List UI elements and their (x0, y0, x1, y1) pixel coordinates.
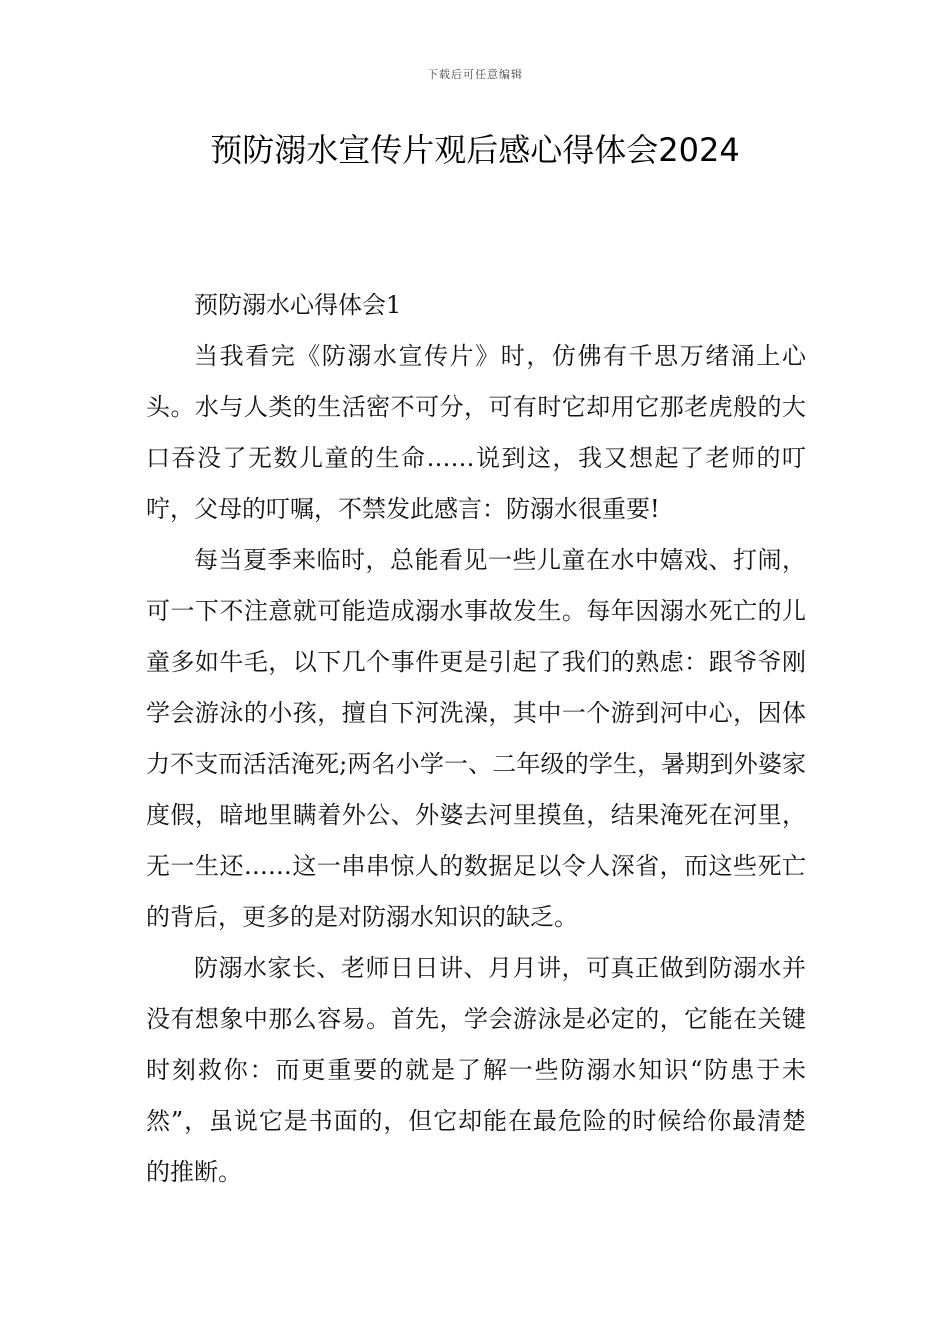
paragraph-1: 当我看完《防溺水宣传片》时，仿佛有千思万绪涌上心头。水与人类的生活密不可分，可有时它却用它那老虎般的大口吞没了无数儿童的生命……说到这，我又想起了老师的叮咛，父母的叮嘱，不禁发此感言：防溺水很重要! (146, 342, 806, 523)
document-title: 预防溺水宣传片观后感心得体会2024 (210, 131, 740, 169)
paragraph-2: 每当夏季来临时，总能看见一些儿童在水中嬉戏、打闹，可一下不注意就可能造成溺水事故发生。每年因溺水死亡的儿童多如牛毛，以下几个事件更是引起了我们的熟虑：跟爷爷刚学会游泳的小孩，擅自下河洗澡，其中一个游到河中心，因体力不支而活活淹死;两名小学一、二年级的学生，暑期到外婆家度假，暗地里瞒着外公、外婆去河里摸鱼，结果淹死在河里，无一生还……这一串串惊人的数据足以令人深省，而这些死亡的背后，更多的是对防溺水知识的缺乏。 (146, 546, 806, 931)
document-body (146, 280, 806, 1198)
paragraph-3: 防溺水家长、老师日日讲、月月讲，可真正做到防溺水并没有想象中那么容易。首先，学会游泳是必定的，它能在关键时刻救你：而更重要的就是了解一些防溺水知识“防患于未然”，虽说它是书面的，但它却能在最危险的时候给你最清楚的推断。 (146, 954, 806, 1186)
header-note: 下载后可任意编辑 (427, 68, 523, 81)
section-heading: 预防溺水心得体会1 (194, 291, 402, 319)
